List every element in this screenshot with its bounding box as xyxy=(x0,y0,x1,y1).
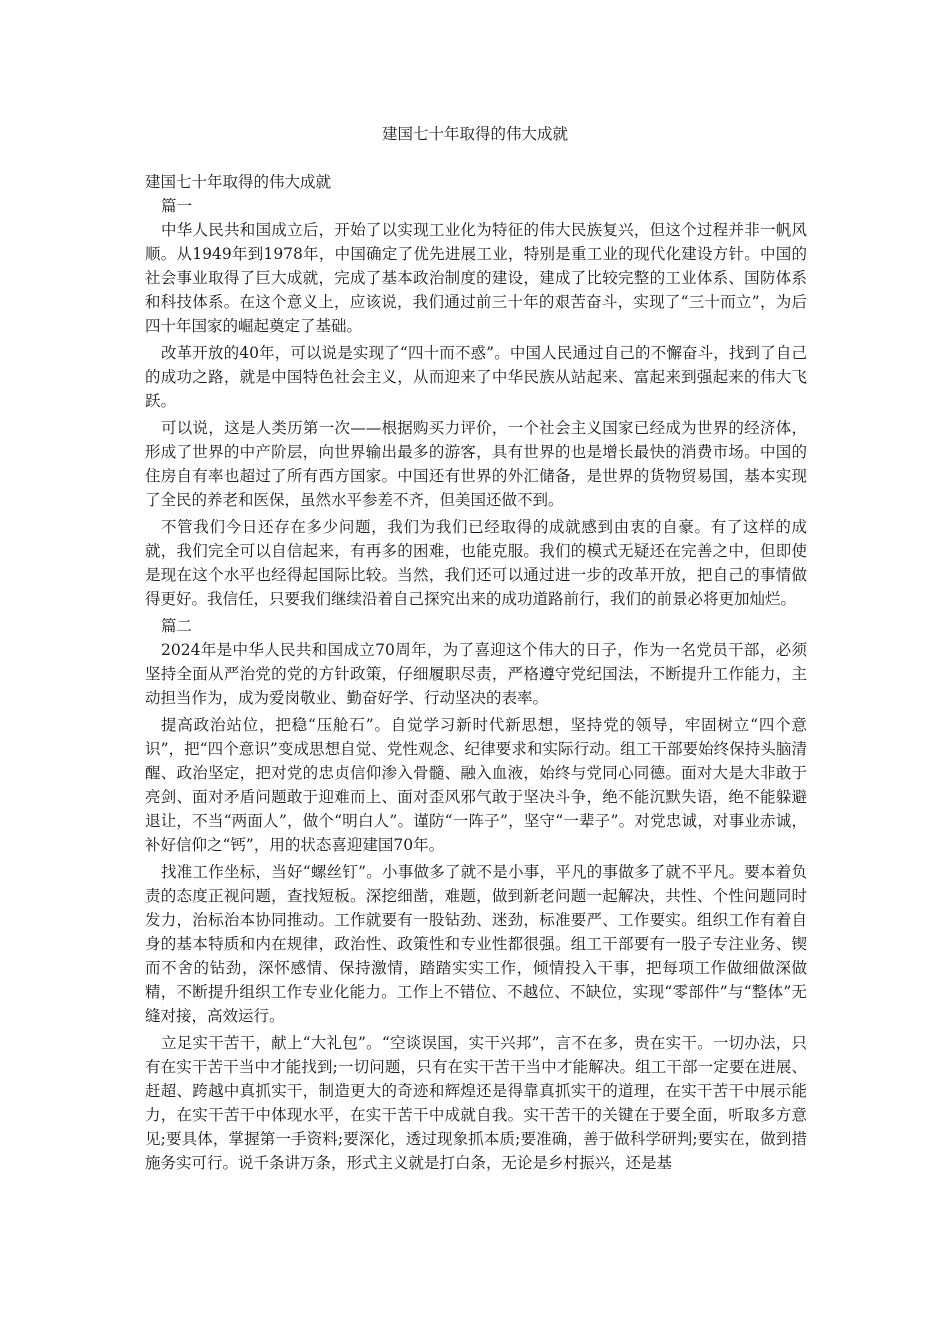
section-label-2: 篇二 xyxy=(161,617,193,635)
document-subtitle: 建国七十年取得的伟大成就 xyxy=(145,173,332,191)
paragraph: 中华人民共和国成立后，开始了以实现工业化为特征的伟大民族复兴，但这个过程并非一帆风顺。从1949年到1978年，中国确定了优先进展工业，特别是重工业的现代化建设方针。中国的社会事业取得了巨大成就，完成了基本政治制度的建设，建成了比较完整的工业体系、国防体系和科技体系。在这个意义上，应该说，我们通过前三十年的艰苦奋斗，实现了“三十而立”，为后四十年国家的崛起奠定了基础。 xyxy=(145,221,807,335)
paragraph: 改革开放的40年，可以说是实现了“四十而不惑”。中国人民通过自己的不懈奋斗，找到了自己的成功之路，就是中国特色社会主义，从而迎来了中华民族从站起来、富起来到强起来的伟大飞跃。 xyxy=(145,344,807,410)
paragraph: 提高政治站位，把稳“压舱石”。自觉学习新时代新思想，坚持党的领导，牢固树立“四个意识”，把“四个意识”变成思想自觉、党性观念、纪律要求和实际行动。组工干部要始终保持头脑清醒、政治坚定，把对党的忠贞信仰渗入骨髓、融入血液，始终与党同心同德。面对大是大非敢于亮剑、面对矛盾问题敢于迎难而上、面对歪风邪气敢于坚决斗争，绝不能沉默失语，绝不能躲避退让，不当“两面人”，做个“明白人”。谨防“一阵子”，坚守“一辈子”。对党忠诚，对事业赤诚，补好信仰之“钙”，用的状态喜迎建国70年。 xyxy=(145,716,807,854)
section-label-1: 篇一 xyxy=(161,197,193,215)
paragraph: 2024年是中华人民共和国成立70周年，为了喜迎这个伟大的日子，作为一名党员干部，必须坚持全面从严治党的党的方针政策，仔细履职尽责，严格遵守党纪国法，不断提升工作能力，主动担当作为，成为爱岗敬业、勤奋好学、行动坚决的表率。 xyxy=(145,641,807,707)
paragraph: 可以说，这是人类历第一次——根据购买力评价，一个社会主义国家已经成为世界的经济体，形成了世界的中产阶层，向世界输出最多的游客，具有世界的也是增长最快的消费市场。中国的住房自有率也超过了所有西方国家。中国还有世界的外汇储备，是世界的货物贸易国，基本实现了全民的养老和医保，虽然水平参差不齐，但美国还做不到。 xyxy=(145,419,807,509)
paragraph: 找准工作坐标，当好“螺丝钉”。小事做多了就不是小事，平凡的事做多了就不平凡。要本着负责的态度正视问题，查找短板。深挖细凿，难题，做到新老问题一起解决，共性、个性问题同时发力，治标治本协同推动。工作就要有一股钻劲、迷劲，标准要严、工作要实。组织工作有着自身的基本特质和内在规律，政治性、政策性和专业性都很强。组工干部要有一股子专注业务、锲而不舍的钻劲，深怀感情、保持激情，踏踏实实工作，倾情投入干事，把每项工作做细做深做精，不断提升组织工作专业化能力。工作上不错位、不越位、不缺位，实现“零部件”与“整体”无缝对接，高效运行。 xyxy=(145,863,807,1025)
document-title: 建国七十年取得的伟大成就 xyxy=(381,125,568,143)
paragraph: 立足实干苦干，献上“大礼包”。“空谈误国，实干兴邦”，言不在多，贵在实干。一切办法，只有在实干苦干当中才能找到;一切问题，只有在实干苦干当中才能解决。组工干部一定要在进展、赶超、跨越中真抓实干，制造更大的奇迹和辉煌还是得靠真抓实干的道理，在实干苦干中展示能力，在实干苦干中体现水平，在实干苦干中成就自我。实干苦干的关键在于要全面，听取多方意见;要具体，掌握第一手资料;要深化，透过现象抓本质;要准确，善于做科学研判;要实在，做到措施务实可行。说千条讲万条，形式主义就是打白条，无论是乡村振兴，还是基 xyxy=(145,1034,807,1172)
document-body xyxy=(145,170,807,1178)
paragraph: 不管我们今日还存在多少问题，我们为我们已经取得的成就感到由衷的自豪。有了这样的成就，我们完全可以自信起来，有再多的困难，也能克服。我们的模式无疑还在完善之中，但即使是现在这个水平也经得起国际比较。当然，我们还可以通过进一步的改革开放，把自己的事情做得更好。我信任，只要我们继续沿着自己探究出来的成功道路前行，我们的前景必将更加灿烂。 xyxy=(145,518,807,608)
